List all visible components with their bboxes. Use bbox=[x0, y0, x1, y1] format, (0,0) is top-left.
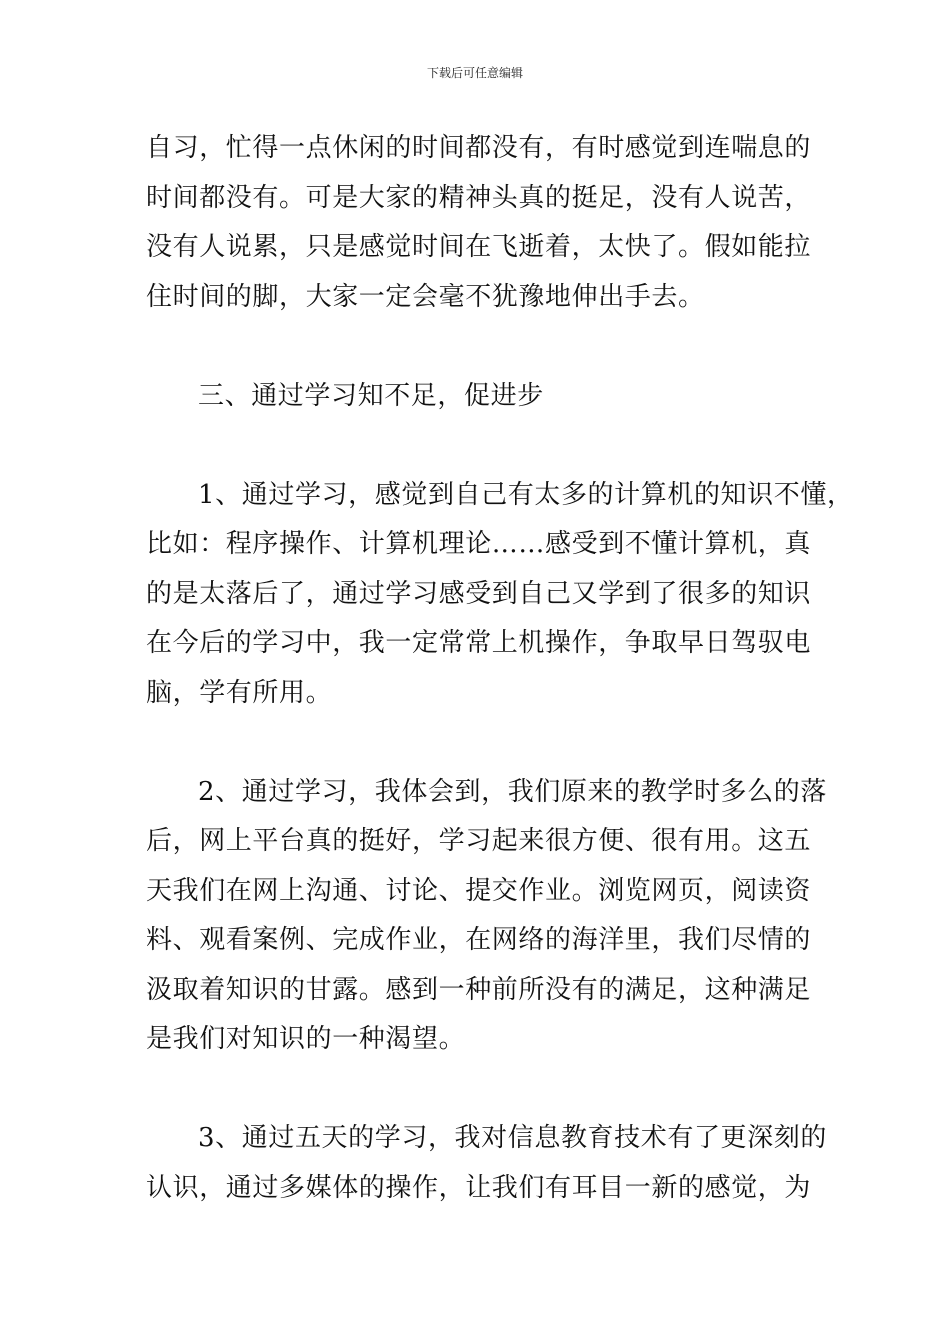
text-line: 3、通过五天的学习，我对信息教育技术有了更深刻的 bbox=[198, 1123, 827, 1153]
paragraph-item-2 bbox=[146, 768, 827, 1065]
text-line: 1、通过学习，感觉到自己有太多的计算机的知识不懂， bbox=[198, 479, 854, 510]
text-line: 比如：程序操作、计算机理论……感受到不懂计算机，真 bbox=[146, 529, 812, 559]
text-line: 汲取着知识的甘露。感到一种前所没有的满足，这种满足 bbox=[146, 974, 812, 1005]
text-line: 是我们对知识的一种渴望。 bbox=[146, 1024, 466, 1054]
text-line: 后，网上平台真的挺好，学习起来很方便、很有用。这五 bbox=[146, 826, 812, 856]
section-heading bbox=[146, 372, 816, 422]
paragraph-item-3 bbox=[146, 1114, 827, 1213]
text-line: 认识，通过多媒体的操作，让我们有耳目一新的感觉，为 bbox=[146, 1172, 812, 1203]
text-line: 住时间的脚，大家一定会毫不犹豫地伸出手去。 bbox=[146, 281, 705, 312]
text-line: 料、观看案例、完成作业，在网络的海洋里，我们尽情的 bbox=[146, 925, 812, 955]
text-line: 天我们在网上沟通、讨论、提交作业。浏览网页，阅读资 bbox=[146, 875, 812, 906]
text-line: 2、通过学习，我体会到，我们原来的教学时多么的落 bbox=[198, 776, 827, 807]
paragraph-continuation bbox=[146, 124, 816, 322]
text-line: 的是太落后了，通过学习感受到自己又学到了很多的知识 bbox=[146, 578, 812, 609]
paragraph-item-1 bbox=[146, 471, 854, 719]
text-line: 在今后的学习中，我一定常常上机操作，争取早日驾驭电 bbox=[146, 628, 812, 658]
heading-text: 三、通过学习知不足，促进步 bbox=[198, 380, 544, 411]
page-header: 下载后可任意编辑 bbox=[426, 66, 523, 80]
text-line: 没有人说累，只是感觉时间在飞逝着，太快了。假如能拉 bbox=[146, 232, 812, 262]
text-line: 时间都没有。可是大家的精神头真的挺足，没有人说苦， bbox=[146, 182, 812, 213]
document-body bbox=[146, 124, 854, 1213]
text-line: 脑，学有所用。 bbox=[146, 677, 333, 708]
text-line: 自习，忙得一点休闲的时间都没有，有时感觉到连喘息的 bbox=[146, 133, 812, 163]
